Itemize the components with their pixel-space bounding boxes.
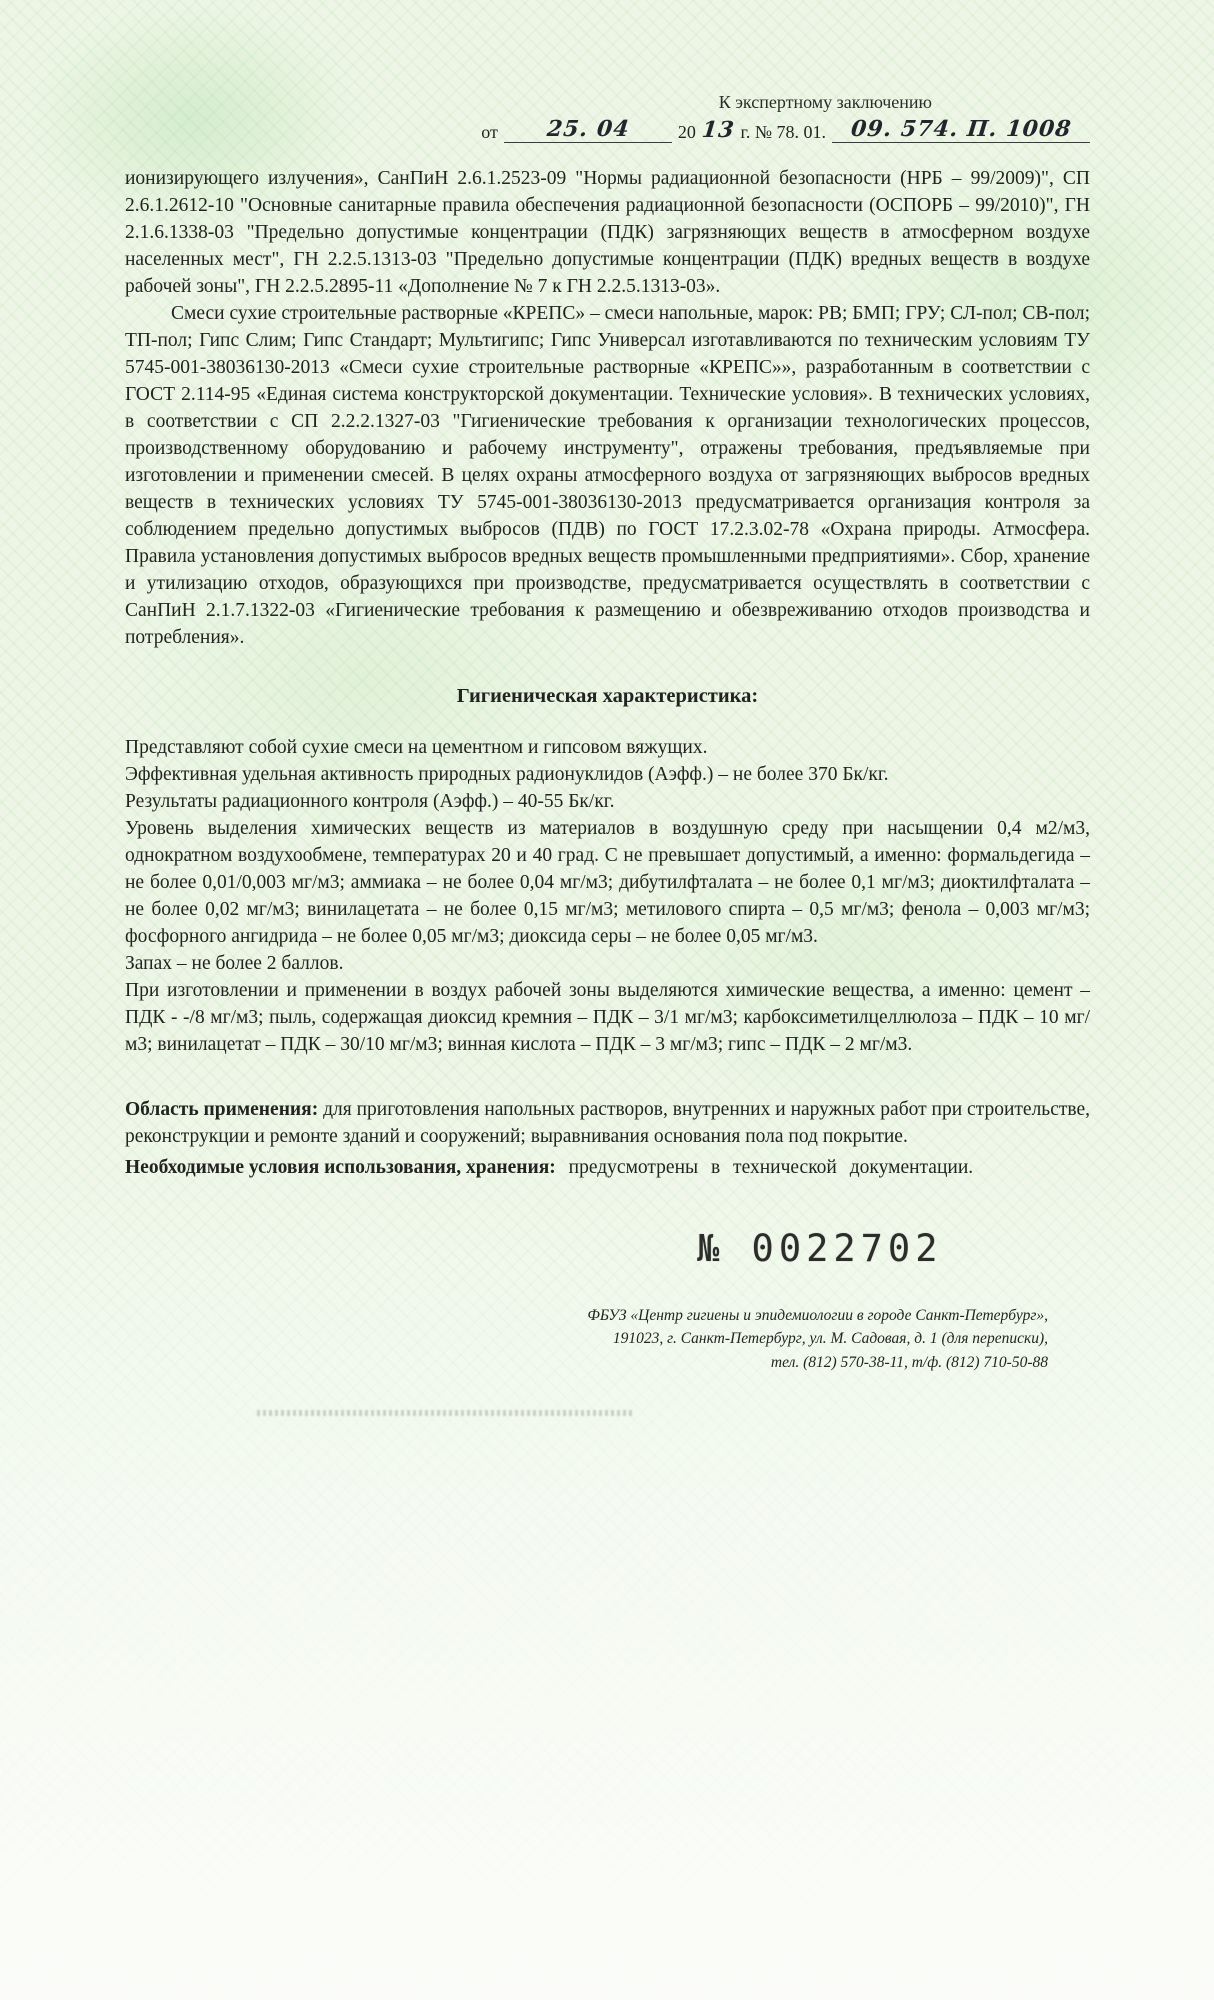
conditions-label: Необходимые условия использования, хранения: bbox=[125, 1157, 556, 1178]
year-prefix: 20 bbox=[677, 122, 696, 142]
issuing-organization-block bbox=[125, 1304, 1090, 1374]
date-underline bbox=[504, 115, 672, 143]
from-label: от bbox=[481, 122, 498, 142]
hygiene-line: При изготовлении и применении в воздух рабочей зоны выделяются химические вещества, а именно: цемент – ПДК - -/8 мг/м3; пыль, содержащая диоксид кремния – ПДК – 3/1 мг/м3; карбоксиметилцеллюлоза – ПДК – 10 мг/м3; винилацетат – ПДК – 30/10 мг/м3; винная кислота – ПДК – 3 мг/м3; гипс – ПДК – 2 мг/м3. bbox=[125, 980, 1090, 1055]
hygienic-characteristic-text bbox=[125, 734, 1090, 1058]
handwritten-number: 09. 574. П. 1008 bbox=[849, 115, 1073, 142]
hygiene-line: Результаты радиационного контроля (Аэфф.) – 40-55 Бк/кг. bbox=[125, 791, 615, 812]
application-text: для приготовления напольных растворов, внутренних и наружных работ при строительстве, реконструкции и ремонте зданий и сооружений; выравнивания основания пола под покрытие. bbox=[125, 1099, 1090, 1147]
certificate-serial-number: № 0022702 bbox=[697, 1227, 943, 1270]
footer-line-address: 191023, г. Санкт-Петербург, ул. М. Садовая, д. 1 (для переписки), bbox=[612, 1330, 1048, 1348]
reg-number-label: г. № 78. 01. bbox=[740, 122, 826, 142]
hygiene-line: Запах – не более 2 баллов. bbox=[125, 953, 344, 974]
conditions-text: предусмотрены в технической документации. bbox=[555, 1157, 974, 1178]
expert-conclusion-reference: К экспертному заключению bbox=[718, 92, 932, 112]
date-number-line bbox=[125, 117, 1090, 143]
section-title-hygienic-characteristic: Гигиеническая характеристика: bbox=[456, 685, 759, 707]
microprint-credit-line bbox=[257, 1410, 635, 1416]
main-text bbox=[125, 165, 1090, 651]
hygiene-line: Уровень выделения химических веществ из материалов в воздушную среду при насыщении 0,4 м2/м3, однократном воздухообмене, температурах 20 и 40 град. С не превышает допустимый, а именно: формальдегида – не более 0,01/0,003 мг/м3; аммиака – не более 0,04 мг/м3; дибутилфталата – не более 0,1 мг/м3; диоктилфталата – не более 0,02 мг/м3; винилацетата – не более 0,15 мг/м3; метилового спирта – 0,5 мг/м3; фенола – 0,003 мг/м3; фосфорного ангидрида – не более 0,05 мг/м3; диоксида серы – не более 0,05 мг/м3. bbox=[125, 818, 1090, 947]
handwritten-date: 25. 04 bbox=[545, 115, 631, 142]
application-paragraph bbox=[125, 1096, 1090, 1150]
application-label: Область применения: bbox=[125, 1099, 319, 1120]
hygiene-line: Представляют собой сухие смеси на цементном и гипсовом вяжущих. bbox=[125, 737, 708, 758]
footer-line-phone: тел. (812) 570-38-11, т/ф. (812) 710-50-88 bbox=[770, 1353, 1048, 1371]
paragraph-product-description: Смеси сухие строительные растворные «КРЕПС» – смеси напольные, марок: РВ; БМП; ГРУ; СЛ-пол; СВ-пол; ТП-пол; Гипс Слим; Гипс Стандарт; Мультигипс; Гипс Универсал изготавливаются по техническим условиям ТУ 5745-001-38036130-2013 «Смеси сухие строительные растворные «КРЕПС»», разработанным в соответствии с ГОСТ 2.114-95 «Единая система конструкторской документации. Технические условия». В технических условиях, в соответствии с СП 2.2.2.1327-03 "Гигиенические требования к организации технологических процессов, производственному оборудованию и рабочему инструменту", отражены требования, предъявляемые при изготовлении и применении смесей. В целях охраны атмосферного воздуха от загрязняющих выбросов вредных веществ в технических условиях ТУ 5745-001-38036130-2013 предусматривается организация контроля за соблюдением предельно допустимых выбросов (ПДВ) по ГОСТ 17.2.3.02-78 «Охрана природы. Атмосфера. Правила установления допустимых выбросов вредных веществ промышленными предприятиями». Сбор, хранение и утилизацию отходов, образующихся при производстве, предусматривается осуществлять в соответствии с СанПиН 2.1.7.1322-03 «Гигиенические требования к размещению и обезвреживанию отходов производства и потребления». bbox=[125, 303, 1090, 648]
paragraph-regulations: ионизирующего излучения», СанПиН 2.6.1.2523-09 "Нормы радиационной безопасности (НРБ – 99/2009)", СП 2.6.1.2612-10 "Основные санитарные правила обеспечения радиационной безопасности (ОСПОРБ – 99/2010)", ГН 2.1.6.1338-03 "Предельно допустимые концентрации (ПДК) загрязняющих веществ в атмосферном воздухе населенных мест", ГН 2.2.5.1313-03 "Предельно допустимые концентрации (ПДК) вредных веществ в воздухе рабочей зоны", ГН 2.2.5.2895-11 «Дополнение № 7 к ГН 2.2.5.1313-03». bbox=[125, 168, 1090, 297]
conditions-paragraph bbox=[125, 1154, 1090, 1181]
application-section bbox=[125, 1096, 1090, 1181]
footer-line-organization: ФБУЗ «Центр гигиены и эпидемиологии в городе Санкт-Петербург», bbox=[587, 1307, 1048, 1324]
number-underline bbox=[832, 115, 1090, 143]
handwritten-year: 13 bbox=[700, 117, 736, 143]
hygiene-line: Эффективная удельная активность природных радионуклидов (Аэфф.) – не более 370 Бк/кг. bbox=[125, 764, 889, 785]
